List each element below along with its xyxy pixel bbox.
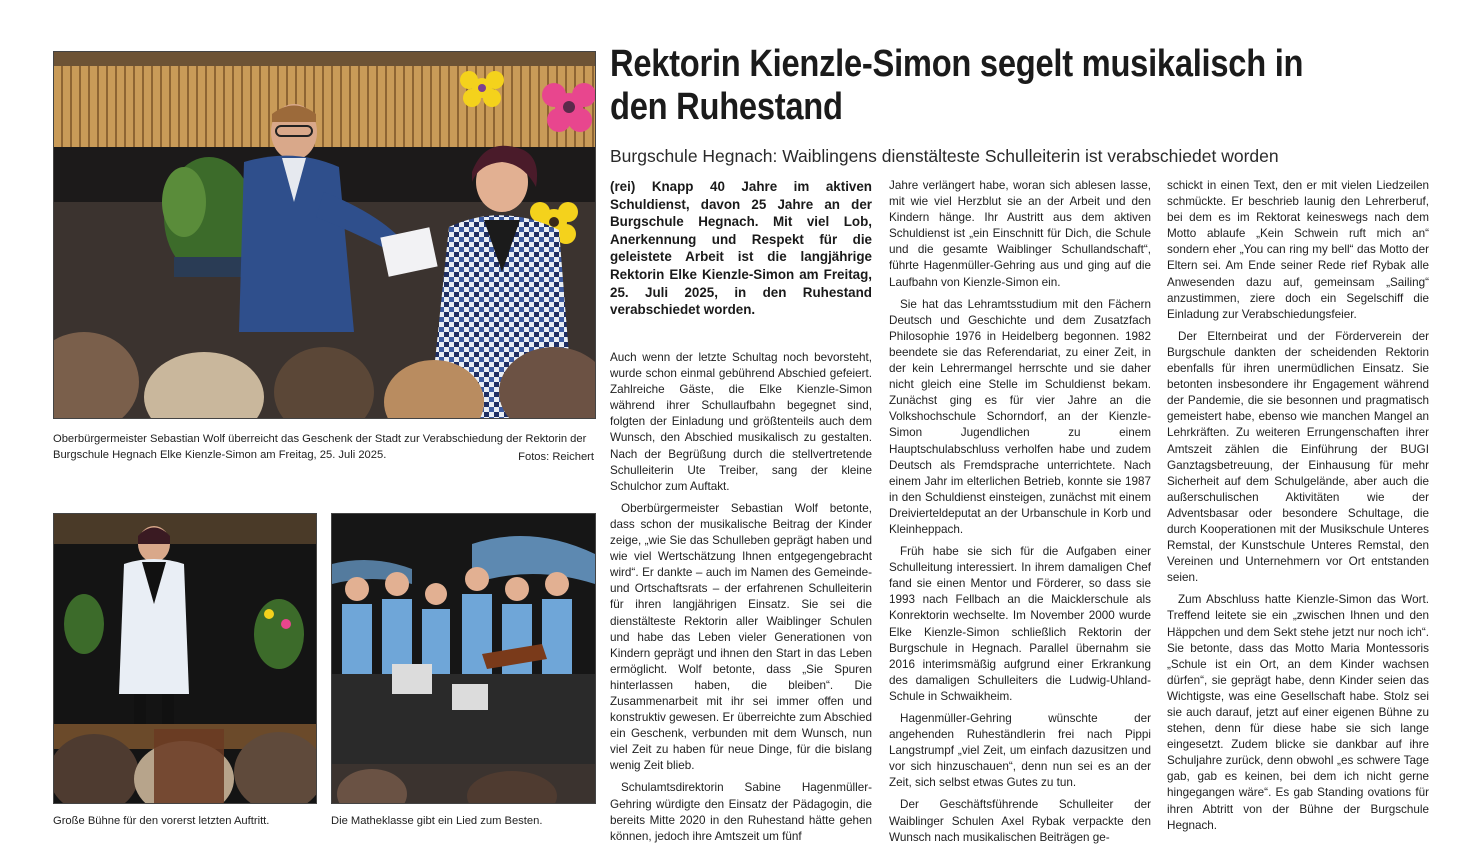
- paragraph: Der Geschäftsführende Schulleiter der Waiblinger Schulen Axel Rybak verpackte den Wunsch nach musikalischen Beiträgen ge-: [889, 798, 1151, 844]
- paragraph: Auch wenn der letzte Schultag noch bevorsteht, wurde schon einmal gebührend Abschied gefeiert. Zahlreiche Gäste, die Elke Kienzle-Simon während ihrer Schullaufbahn begegnet sind, folgten der Einladung und größtenteils auch dem Wunsch, den Abschied musikalisch zu gestalten. Nach der Begrüßung durch die stellvertretende Schulleiterin Ute Treiber, sang der kleine Schulchor zum Auftakt.: [610, 351, 872, 493]
- paragraph: Zum Abschluss hatte Kienzle-Simon das Wort. Treffend leitete sie ein „zwischen Ihnen und den Häppchen und dem Sekt stehe jetzt nur noch ich“. Sie betonte, dass das Motto Maria Montessoris „Schule ist ein Ort, an dem Kinder wachsen dürfen“, sie geprägt habe, denn Kinder seien das Wichtigste, was eine Gesellschaft habe. Stolz sei sie auch darauf, jetzt auf einer eigenen Bühne zu stehen, denn für diese habe sie sich lange eingesetzt. Zudem blicke sie dankbar auf ihre Schuljahre zurück, denn obwohl „es schwere Tage gab, gab es keinen, bei dem ich nicht gerne hingegangen wäre“. Es gab Standing ovations für ihren Abtritt von der Bühne der Burgschule Hegnach.: [1167, 593, 1429, 832]
- photo-mayor-handing-gift: [54, 52, 595, 418]
- article-subheadline: Burgschule Hegnach: Waiblingens dienstälteste Schulleiterin ist verabschiedet worden: [610, 146, 1279, 166]
- paragraph: Jahre verlängert habe, woran sich ablesen lasse, mit wie viel Herzblut sie an der Arbeit und den Kindern hänge. Ihr Austritt aus dem aktiven Schuldienst ist „ein Einschnitt für Dich, die Schule und die gesamte Waiblinger Schullandschaft“, führte Hagenmüller-Gehring aus und ging auf die Laufbahn von Kienzle-Simon ein.: [889, 179, 1151, 289]
- photo-class-singing: [332, 514, 595, 803]
- caption-text: Die Matheklasse gibt ein Lied zum Besten.: [331, 815, 543, 827]
- photo-stage-performance: [54, 514, 316, 803]
- main-photo: [53, 51, 596, 419]
- stage-photo-caption: [53, 813, 315, 829]
- photo-credit: Fotos: Reichert: [518, 451, 594, 463]
- paragraph: Früh habe sie sich für die Aufgaben einer Schulleitung interessiert. In ihrem damaligen Chef fand sie einen Mentor und Förderer, so dass sie 1993 nach Fellbach an die Maicklerschule als Konrektorin wechselte. Im November 2000 wurde Elke Kienzle-Simon schließlich Rektorin der Burgschule in Hegnach. Parallel übernahm sie 2016 interimsmäßig aufgrund einer Erkrankung des damaligen Schulleiters die Ludwig-Uhland-Schule in Schwaikheim.: [889, 545, 1151, 703]
- article-lead: (rei) Knapp 40 Jahre im aktiven Schuldienst, davon 25 Jahre an der Burgschule Hegnach. Mit viel Lob, Anerkennung und Respekt für die geleistete Arbeit ist die langjährige Rektorin Elke Kienzle-Simon am Freitag, 25. Juli 2025, in den Ruhestand verabschiedet worden.: [610, 179, 872, 318]
- paragraph: Hagenmüller-Gehring wünschte der angehenden Ruheständlerin frei nach Pippi Langstrumpf „viel Zeit, um einfach dazusitzen und vor sich hinzuschauen“, denn nun sei es an der Zeit, sich selbst etwas Gutes zu tun.: [889, 712, 1151, 790]
- article-column-1: [610, 350, 872, 851]
- class-photo-caption: [331, 813, 594, 829]
- caption-text: Große Bühne für den vorerst letzten Auftritt.: [53, 815, 270, 827]
- paragraph: schickt in einen Text, den er mit vielen Liedzeilen schmückte. Er beschrieb launig den Lehrerberuf, bei dem es im Rektorat keineswegs nach dem Motto ablaufe „Kein Schwein ruft mich an“ sondern eher „You can ring my bell“ das Motto der Eltern sei. Am Ende seiner Rede rief Rybak alle Anwesenden dazu auf, gemeinsam „Sailing“ anzustimmen, ziere doch ein Segelschiff die Einladung zur Verabschiedungsfeier.: [1167, 179, 1429, 321]
- paragraph: Der Elternbeirat und der Förderverein der Burgschule dankten der scheidenden Rektorin ebenfalls für ihren unermüdlichen Einsatz. Sie betonten insbesondere ihr Engagement während der Pandemie, die sie besonnen und pragmatisch gemeistert habe, ebenso wie manchen Mangel an Lehrkräften. Zu weiteren Errungenschaften ihrer Amtszeit zählen die Einführung der BUGI Ganztagsbetreuung, der Einhausung für mehr Sicherheit auf dem Schulgelände, aber auch die außerschulischen Aktivitäten wie der Adventsbasar oder besondere Schultage, die durch Kooperationen mit der Musikschule Unteres Remstal, der Kunstschule Unteres Remstal, den Vereinen und Unternehmern vor Ort entstanden seien.: [1167, 329, 1429, 585]
- article-column-3: [1167, 178, 1429, 840]
- paragraph: Sie hat das Lehramtsstudium mit den Fächern Deutsch und Geschichte und dem Zusatzfach Philosophie 1976 in Heidelberg begonnen. 1982 beendete sie das Referendariat, zu einer Zeit, in der kein Lehrermangel herrschte und sie daher nicht gleich eine Stelle im Schuldienst bekam. Zunächst ging es für vier Jahre an die Volkshochschule Schorndorf, an der Kienzle-Simon Jugendlichen zu einem Hauptschulabschluss verholfen habe und zudem Deutsch als Fremdsprache unterrichtete. Nach einem Jahr im elterlichen Betrieb, konnte sie 1987 in den Schuldienst einsteigen, zunächst mit einem Dreivierteldeputat an der Urbanschule in Korb und Kleinheppach.: [889, 297, 1151, 536]
- caption-text: Oberbürgermeister Sebastian Wolf überreicht das Geschenk der Stadt zur Verabschiedung der Rektorin der Burgschule Hegnach Elke Kienzle-Simon am Freitag, 25. Juli 2025.: [53, 433, 587, 461]
- paragraph: Schulamtsdirektorin Sabine Hagenmüller-Gehring würdigte den Einsatz der Pädagogin, die bereits Mitte 2020 in den Ruhestand hätte gehen können, jedoch ihre Amtszeit um fünf: [610, 781, 872, 843]
- article-column-2: [889, 178, 1151, 852]
- main-photo-caption: [53, 431, 594, 465]
- paragraph: Oberbürgermeister Sebastian Wolf betonte, dass schon der musikalische Beitrag der Kinder zeige, „wie Sie das Schulleben geprägt haben und wie viel Wertschätzung Ihnen entgegengebracht wird“. Er dankte – auch im Namen des Gemeinde- und Ortschaftsrats – der erfahrenen Schulleiterin für ihren langjährigen Einsatz. Sie sei die dienstälteste Rektorin aller Waiblinger Schulen und habe das Leben vieler Generationen von Kindern geprägt und ihnen den Start in das Leben ermöglicht. Wolf betonte, dass „Sie Spuren hinterlassen haben, die bleiben“. Die Zusammenarbeit mit ihr sei immer offen und konstruktiv gewesen. Er überreichte zum Abschied ein Geschenk, verbunden mit dem Wunsch, nun viel Zeit zu haben für neue Dinge, für die bislang wenig Zeit blieb.: [610, 501, 872, 773]
- article-headline: Rektorin Kienzle-Simon segelt musikalisch in den Ruhestand: [610, 43, 1304, 128]
- class-photo: [331, 513, 596, 804]
- stage-photo: [53, 513, 317, 804]
